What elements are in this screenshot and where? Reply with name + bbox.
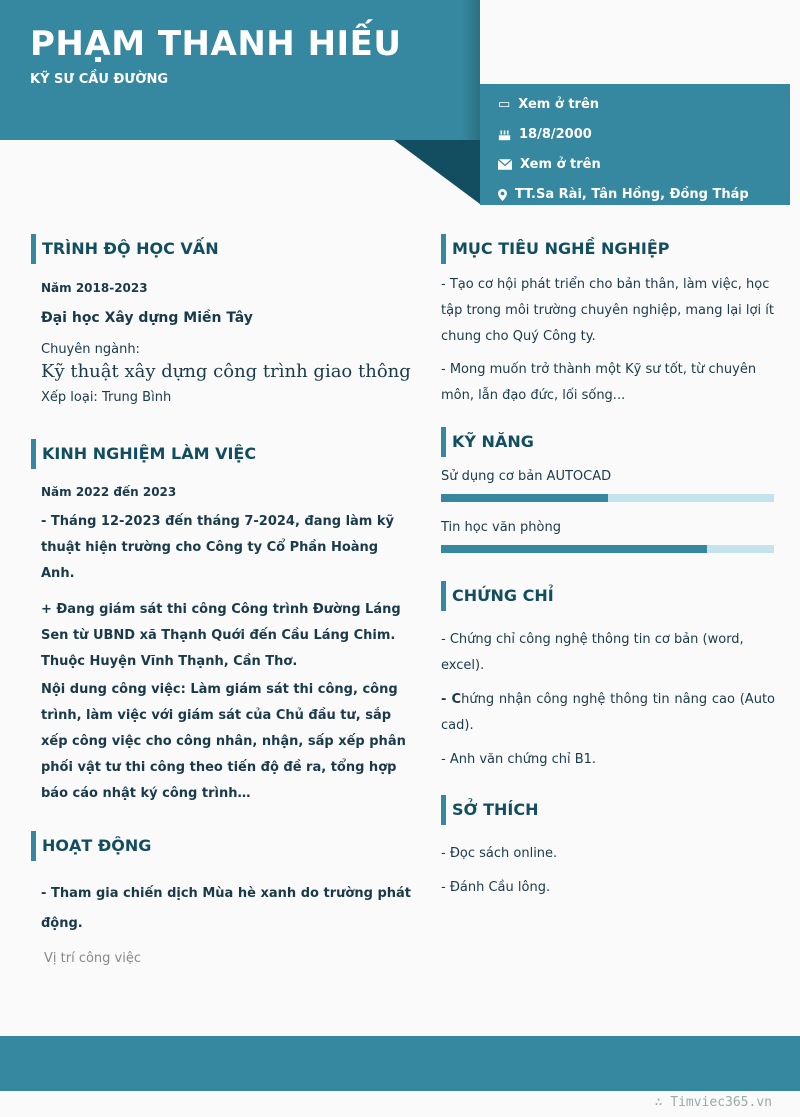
experience-item-3: Nội dung công việc: Làm giám sát thi công, công trình, làm việc với giám sát của Chủ đầu tư, sắp xếp công việc cho công nhân, nhận, sấp xếp phân phối vật tư thi công theo tiến độ đề ra, tổng hợp báo cáo nhật ký công trình…	[41, 682, 406, 801]
contact-email	[498, 157, 601, 172]
experience-title: KINH NGHIỆM LÀM VIỆC	[31, 439, 411, 469]
certificate-1: - Chứng chỉ công nghệ thông tin cơ bản (word, excel).	[441, 632, 744, 673]
phone-value: Xem ở trên	[518, 97, 600, 112]
contact-phone	[498, 97, 599, 112]
contact-dob	[498, 127, 592, 142]
skill-1-bar	[441, 494, 774, 502]
education-major-label: Chuyên ngành:	[41, 342, 140, 357]
email-value: Xem ở trên	[520, 157, 601, 172]
skill-2-bar	[441, 545, 774, 553]
certificate-2	[441, 687, 775, 739]
objective-p2: - Mong muốn trở thành một Kỹ sư tốt, từ chuyên môn, lẫn đạo đức, lối sống...	[441, 362, 757, 403]
certificate-2-text: hứng nhận công nghệ thông tin nâng cao (Auto cad).	[441, 692, 775, 733]
skill-1-bar-fill	[441, 494, 608, 502]
education-grade: Xếp loại: Trung Bình	[41, 390, 172, 405]
skill-2-name: Tin học văn phòng	[441, 520, 561, 535]
education-school: Đại học Xây dựng Miền Tây	[41, 310, 253, 326]
candidate-role: KỸ SƯ CẦU ĐƯỜNG	[30, 72, 169, 87]
experience-item-2: + Đang giám sát thi công Công trình Đường Láng Sen từ UBND xã Thạnh Quới đến Cầu Láng Chim. Thuộc Huyện Vĩnh Thạnh, Cần Thơ.	[41, 602, 401, 669]
map-marker-icon	[498, 189, 507, 201]
skill-2-bar-fill	[441, 545, 707, 553]
hobbies-title: SỞ THÍCH	[441, 795, 775, 825]
address-value: TT.Sa Rài, Tân Hồng, Đồng Tháp	[515, 187, 749, 202]
contact-address	[498, 187, 749, 202]
certificates-title: CHỨNG CHỈ	[441, 581, 775, 611]
objective-p1: - Tạo cơ hội phát triển cho bản thân, làm việc, học tập trong môi trường chuyên nghiệp, mang lại lợi ít chung cho Quý Công ty.	[441, 277, 774, 344]
watermark-logo: ∴ Timviec365.vn	[654, 1095, 772, 1110]
experience-years: Năm 2022 đến 2023	[41, 485, 177, 499]
certificate-3: - Anh văn chứng chỉ B1.	[441, 752, 597, 767]
right-column	[441, 234, 775, 901]
education-years: Năm 2018-2023	[41, 281, 148, 295]
header-shadow	[462, 0, 480, 140]
hobby-2: - Đánh Cầu lông.	[441, 880, 551, 895]
envelope-icon	[498, 159, 512, 170]
skill-1-name: Sử dụng cơ bản AUTOCAD	[441, 469, 612, 484]
hobby-1: - Đọc sách online.	[441, 846, 558, 861]
education-major: Kỹ thuật xây dựng công trình giao thông	[41, 361, 411, 382]
ribbon-fold	[394, 140, 480, 204]
experience-item-1: - Tháng 12-2023 đến tháng 7-2024, đang làm kỹ thuật hiện trường cho Công ty Cổ Phần Hoàng Anh.	[41, 514, 394, 581]
header-banner	[0, 0, 480, 140]
certificate-2-prefix: - C	[441, 692, 462, 707]
activities-position: Vị trí công việc	[44, 951, 141, 966]
dob-value: 18/8/2000	[519, 127, 592, 142]
footer-bar	[0, 1036, 800, 1091]
objective-title: MỤC TIÊU NGHỀ NGHIỆP	[441, 234, 775, 264]
education-title: TRÌNH ĐỘ HỌC VẤN	[31, 234, 411, 264]
candidate-name: PHẠM THANH HIẾU	[30, 24, 402, 64]
activities-title: HOẠT ĐỘNG	[31, 831, 411, 861]
activities-item-1: - Tham gia chiến dịch Mùa hè xanh do trường phát động.	[41, 886, 411, 931]
phone-icon: ▭	[498, 97, 511, 112]
skills-title: KỸ NĂNG	[441, 427, 775, 457]
birthday-cake-icon	[498, 128, 511, 141]
contact-panel	[480, 84, 790, 205]
left-column	[31, 234, 411, 966]
